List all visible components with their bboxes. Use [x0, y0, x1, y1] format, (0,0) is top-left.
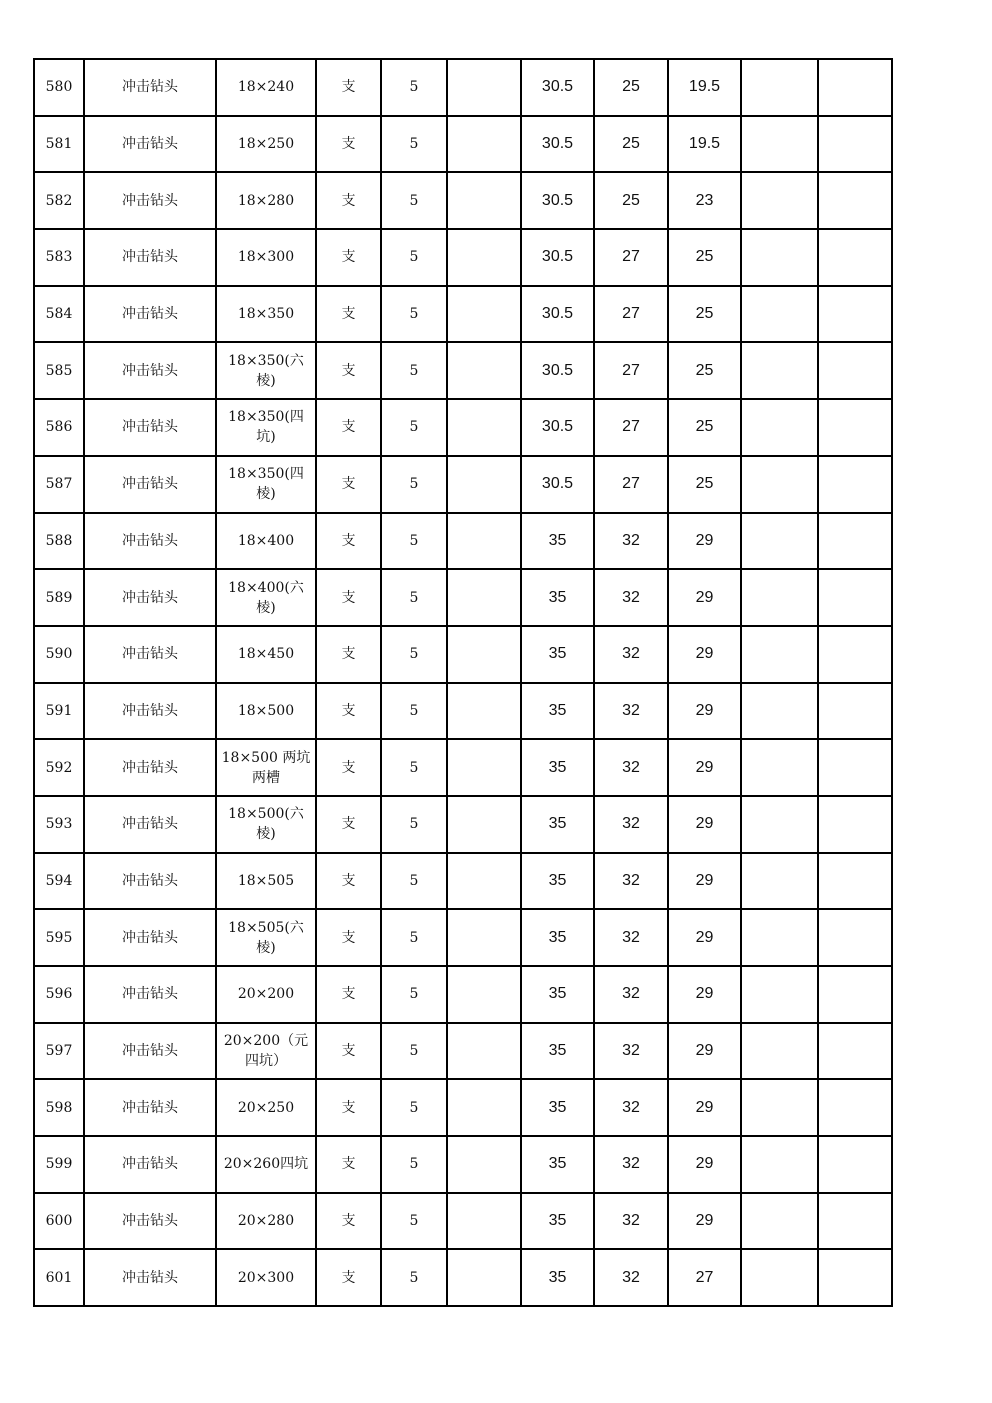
price-2-cell: 27	[594, 286, 668, 343]
price-2-cell: 27	[594, 399, 668, 456]
spec-cell: 18×240	[216, 59, 316, 116]
item-number-cell: 597	[34, 1023, 84, 1080]
blank-cell	[741, 1193, 818, 1250]
blank-cell	[818, 513, 892, 570]
quantity-cell: 5	[381, 683, 447, 740]
price-3-cell: 19.5	[668, 59, 741, 116]
item-name-cell: 冲击钻头	[84, 229, 216, 286]
price-2-cell: 32	[594, 909, 668, 966]
quantity-cell: 5	[381, 342, 447, 399]
unit-cell: 支	[316, 116, 381, 173]
unit-cell: 支	[316, 229, 381, 286]
price-3-cell: 25	[668, 456, 741, 513]
quantity-cell: 5	[381, 1023, 447, 1080]
unit-cell: 支	[316, 626, 381, 683]
item-name-cell: 冲击钻头	[84, 286, 216, 343]
blank-cell	[818, 229, 892, 286]
blank-cell	[818, 456, 892, 513]
quantity-cell: 5	[381, 59, 447, 116]
quantity-cell: 5	[381, 796, 447, 853]
price-2-cell: 32	[594, 569, 668, 626]
price-1-cell: 35	[521, 739, 594, 796]
price-2-cell: 32	[594, 683, 668, 740]
item-name-cell: 冲击钻头	[84, 739, 216, 796]
blank-cell	[818, 172, 892, 229]
unit-cell: 支	[316, 513, 381, 570]
price-1-cell: 35	[521, 1249, 594, 1306]
table-row	[34, 739, 892, 796]
spec-cell: 20×200	[216, 966, 316, 1023]
unit-cell: 支	[316, 966, 381, 1023]
table-row	[34, 399, 892, 456]
price-2-cell: 25	[594, 172, 668, 229]
price-2-cell: 32	[594, 853, 668, 910]
price-3-cell: 29	[668, 626, 741, 683]
quantity-cell: 5	[381, 172, 447, 229]
blank-cell	[741, 909, 818, 966]
blank-cell	[447, 569, 521, 626]
price-2-cell: 27	[594, 342, 668, 399]
spec-cell: 18×350(四棱)	[216, 456, 316, 513]
price-1-cell: 30.5	[521, 342, 594, 399]
price-3-cell: 27	[668, 1249, 741, 1306]
quantity-cell: 5	[381, 626, 447, 683]
price-2-cell: 32	[594, 513, 668, 570]
blank-cell	[818, 853, 892, 910]
price-3-cell: 29	[668, 796, 741, 853]
blank-cell	[818, 1079, 892, 1136]
item-name-cell: 冲击钻头	[84, 1023, 216, 1080]
quantity-cell: 5	[381, 1249, 447, 1306]
blank-cell	[818, 626, 892, 683]
unit-cell: 支	[316, 59, 381, 116]
quantity-cell: 5	[381, 286, 447, 343]
price-3-cell: 29	[668, 569, 741, 626]
blank-cell	[818, 399, 892, 456]
quantity-cell: 5	[381, 513, 447, 570]
item-number-cell: 585	[34, 342, 84, 399]
item-number-cell: 592	[34, 739, 84, 796]
blank-cell	[741, 853, 818, 910]
item-number-cell: 586	[34, 399, 84, 456]
price-3-cell: 25	[668, 342, 741, 399]
price-1-cell: 35	[521, 1193, 594, 1250]
price-1-cell: 35	[521, 1079, 594, 1136]
blank-cell	[741, 626, 818, 683]
price-1-cell: 30.5	[521, 399, 594, 456]
blank-cell	[818, 739, 892, 796]
blank-cell	[741, 59, 818, 116]
price-3-cell: 29	[668, 1079, 741, 1136]
unit-cell: 支	[316, 683, 381, 740]
blank-cell	[741, 513, 818, 570]
unit-cell: 支	[316, 853, 381, 910]
blank-cell	[447, 796, 521, 853]
price-1-cell: 35	[521, 626, 594, 683]
spec-cell: 18×350	[216, 286, 316, 343]
blank-cell	[818, 683, 892, 740]
blank-cell	[741, 1249, 818, 1306]
spec-cell: 18×500(六棱)	[216, 796, 316, 853]
blank-cell	[818, 116, 892, 173]
item-name-cell: 冲击钻头	[84, 796, 216, 853]
blank-cell	[818, 1193, 892, 1250]
price-2-cell: 32	[594, 796, 668, 853]
blank-cell	[447, 739, 521, 796]
unit-cell: 支	[316, 172, 381, 229]
table-row	[34, 1023, 892, 1080]
price-1-cell: 30.5	[521, 456, 594, 513]
spec-cell: 18×280	[216, 172, 316, 229]
price-1-cell: 35	[521, 513, 594, 570]
item-name-cell: 冲击钻头	[84, 399, 216, 456]
blank-cell	[447, 399, 521, 456]
price-3-cell: 29	[668, 683, 741, 740]
item-number-cell: 593	[34, 796, 84, 853]
table-row	[34, 1079, 892, 1136]
spec-cell: 18×505(六棱)	[216, 909, 316, 966]
blank-cell	[818, 1023, 892, 1080]
table-row	[34, 909, 892, 966]
blank-cell	[741, 116, 818, 173]
blank-cell	[818, 966, 892, 1023]
item-name-cell: 冲击钻头	[84, 1193, 216, 1250]
blank-cell	[447, 909, 521, 966]
unit-cell: 支	[316, 1249, 381, 1306]
blank-cell	[741, 683, 818, 740]
table-row	[34, 59, 892, 116]
price-3-cell: 29	[668, 1193, 741, 1250]
unit-cell: 支	[316, 1193, 381, 1250]
unit-cell: 支	[316, 1023, 381, 1080]
spec-cell: 18×300	[216, 229, 316, 286]
table-row	[34, 513, 892, 570]
blank-cell	[741, 456, 818, 513]
spec-cell: 18×450	[216, 626, 316, 683]
blank-cell	[447, 966, 521, 1023]
item-name-cell: 冲击钻头	[84, 683, 216, 740]
blank-cell	[447, 1023, 521, 1080]
blank-cell	[741, 569, 818, 626]
blank-cell	[741, 172, 818, 229]
price-2-cell: 27	[594, 229, 668, 286]
blank-cell	[447, 456, 521, 513]
blank-cell	[741, 1136, 818, 1193]
unit-cell: 支	[316, 909, 381, 966]
table-row	[34, 683, 892, 740]
blank-cell	[818, 1136, 892, 1193]
table-row	[34, 796, 892, 853]
spec-cell: 18×350(四坑)	[216, 399, 316, 456]
unit-cell: 支	[316, 399, 381, 456]
spec-cell: 20×300	[216, 1249, 316, 1306]
blank-cell	[741, 399, 818, 456]
price-2-cell: 32	[594, 739, 668, 796]
item-number-cell: 601	[34, 1249, 84, 1306]
table-body	[34, 59, 892, 1306]
blank-cell	[741, 1079, 818, 1136]
item-number-cell: 582	[34, 172, 84, 229]
price-2-cell: 32	[594, 1249, 668, 1306]
item-number-cell: 594	[34, 853, 84, 910]
price-1-cell: 30.5	[521, 229, 594, 286]
blank-cell	[447, 229, 521, 286]
price-3-cell: 29	[668, 1136, 741, 1193]
spec-cell: 18×505	[216, 853, 316, 910]
item-number-cell: 598	[34, 1079, 84, 1136]
price-1-cell: 30.5	[521, 172, 594, 229]
quantity-cell: 5	[381, 909, 447, 966]
table-row	[34, 1193, 892, 1250]
quantity-cell: 5	[381, 1136, 447, 1193]
item-name-cell: 冲击钻头	[84, 1136, 216, 1193]
item-number-cell: 589	[34, 569, 84, 626]
price-table	[33, 58, 893, 1307]
spec-cell: 20×250	[216, 1079, 316, 1136]
blank-cell	[447, 1249, 521, 1306]
item-name-cell: 冲击钻头	[84, 626, 216, 683]
item-name-cell: 冲击钻头	[84, 456, 216, 513]
item-number-cell: 587	[34, 456, 84, 513]
price-2-cell: 32	[594, 1023, 668, 1080]
spec-cell: 18×400	[216, 513, 316, 570]
item-number-cell: 583	[34, 229, 84, 286]
spec-cell: 18×500 两坑两槽	[216, 739, 316, 796]
price-2-cell: 32	[594, 626, 668, 683]
item-number-cell: 595	[34, 909, 84, 966]
blank-cell	[447, 286, 521, 343]
spec-cell: 20×200（元四坑）	[216, 1023, 316, 1080]
table-row	[34, 286, 892, 343]
blank-cell	[447, 513, 521, 570]
spec-cell: 18×400(六棱)	[216, 569, 316, 626]
unit-cell: 支	[316, 739, 381, 796]
item-name-cell: 冲击钻头	[84, 569, 216, 626]
item-name-cell: 冲击钻头	[84, 1249, 216, 1306]
blank-cell	[818, 569, 892, 626]
price-1-cell: 30.5	[521, 59, 594, 116]
quantity-cell: 5	[381, 966, 447, 1023]
price-2-cell: 32	[594, 966, 668, 1023]
table-row	[34, 626, 892, 683]
blank-cell	[447, 116, 521, 173]
spec-cell: 18×250	[216, 116, 316, 173]
blank-cell	[447, 853, 521, 910]
quantity-cell: 5	[381, 456, 447, 513]
item-number-cell: 588	[34, 513, 84, 570]
spec-cell: 20×280	[216, 1193, 316, 1250]
blank-cell	[741, 966, 818, 1023]
blank-cell	[741, 796, 818, 853]
item-number-cell: 596	[34, 966, 84, 1023]
price-3-cell: 29	[668, 853, 741, 910]
item-name-cell: 冲击钻头	[84, 1079, 216, 1136]
blank-cell	[447, 59, 521, 116]
price-2-cell: 25	[594, 116, 668, 173]
table-row	[34, 1249, 892, 1306]
price-2-cell: 32	[594, 1193, 668, 1250]
table-row	[34, 1136, 892, 1193]
price-1-cell: 35	[521, 909, 594, 966]
price-1-cell: 35	[521, 796, 594, 853]
price-3-cell: 25	[668, 399, 741, 456]
price-3-cell: 29	[668, 909, 741, 966]
table-row	[34, 966, 892, 1023]
item-number-cell: 581	[34, 116, 84, 173]
unit-cell: 支	[316, 286, 381, 343]
table-row	[34, 569, 892, 626]
quantity-cell: 5	[381, 229, 447, 286]
blank-cell	[447, 683, 521, 740]
blank-cell	[741, 1023, 818, 1080]
table-row	[34, 116, 892, 173]
item-name-cell: 冲击钻头	[84, 966, 216, 1023]
blank-cell	[818, 796, 892, 853]
unit-cell: 支	[316, 456, 381, 513]
quantity-cell: 5	[381, 399, 447, 456]
table-row	[34, 172, 892, 229]
spec-cell: 20×260四坑	[216, 1136, 316, 1193]
table-row	[34, 853, 892, 910]
unit-cell: 支	[316, 342, 381, 399]
blank-cell	[447, 626, 521, 683]
price-2-cell: 25	[594, 59, 668, 116]
blank-cell	[818, 342, 892, 399]
item-number-cell: 600	[34, 1193, 84, 1250]
price-1-cell: 30.5	[521, 286, 594, 343]
item-number-cell: 580	[34, 59, 84, 116]
blank-cell	[741, 229, 818, 286]
blank-cell	[818, 909, 892, 966]
price-1-cell: 35	[521, 966, 594, 1023]
item-number-cell: 591	[34, 683, 84, 740]
price-1-cell: 35	[521, 683, 594, 740]
blank-cell	[447, 1136, 521, 1193]
unit-cell: 支	[316, 1136, 381, 1193]
price-3-cell: 23	[668, 172, 741, 229]
quantity-cell: 5	[381, 853, 447, 910]
price-3-cell: 29	[668, 513, 741, 570]
price-3-cell: 29	[668, 1023, 741, 1080]
price-2-cell: 32	[594, 1136, 668, 1193]
quantity-cell: 5	[381, 739, 447, 796]
price-1-cell: 35	[521, 569, 594, 626]
blank-cell	[447, 172, 521, 229]
item-name-cell: 冲击钻头	[84, 909, 216, 966]
spec-cell: 18×350(六棱)	[216, 342, 316, 399]
blank-cell	[818, 286, 892, 343]
price-3-cell: 29	[668, 966, 741, 1023]
item-name-cell: 冲击钻头	[84, 513, 216, 570]
price-1-cell: 30.5	[521, 116, 594, 173]
price-2-cell: 32	[594, 1079, 668, 1136]
item-number-cell: 590	[34, 626, 84, 683]
price-1-cell: 35	[521, 1136, 594, 1193]
item-number-cell: 599	[34, 1136, 84, 1193]
price-3-cell: 19.5	[668, 116, 741, 173]
table-row	[34, 229, 892, 286]
blank-cell	[741, 286, 818, 343]
unit-cell: 支	[316, 1079, 381, 1136]
item-name-cell: 冲击钻头	[84, 116, 216, 173]
price-1-cell: 35	[521, 853, 594, 910]
item-name-cell: 冲击钻头	[84, 853, 216, 910]
blank-cell	[447, 1079, 521, 1136]
price-3-cell: 29	[668, 739, 741, 796]
quantity-cell: 5	[381, 1193, 447, 1250]
blank-cell	[741, 739, 818, 796]
item-name-cell: 冲击钻头	[84, 59, 216, 116]
item-number-cell: 584	[34, 286, 84, 343]
blank-cell	[818, 1249, 892, 1306]
item-name-cell: 冲击钻头	[84, 342, 216, 399]
blank-cell	[741, 342, 818, 399]
price-3-cell: 25	[668, 286, 741, 343]
quantity-cell: 5	[381, 116, 447, 173]
price-2-cell: 27	[594, 456, 668, 513]
unit-cell: 支	[316, 569, 381, 626]
quantity-cell: 5	[381, 569, 447, 626]
table-row	[34, 456, 892, 513]
blank-cell	[447, 1193, 521, 1250]
item-name-cell: 冲击钻头	[84, 172, 216, 229]
price-3-cell: 25	[668, 229, 741, 286]
blank-cell	[447, 342, 521, 399]
spec-cell: 18×500	[216, 683, 316, 740]
quantity-cell: 5	[381, 1079, 447, 1136]
blank-cell	[818, 59, 892, 116]
unit-cell: 支	[316, 796, 381, 853]
price-1-cell: 35	[521, 1023, 594, 1080]
table-row	[34, 342, 892, 399]
